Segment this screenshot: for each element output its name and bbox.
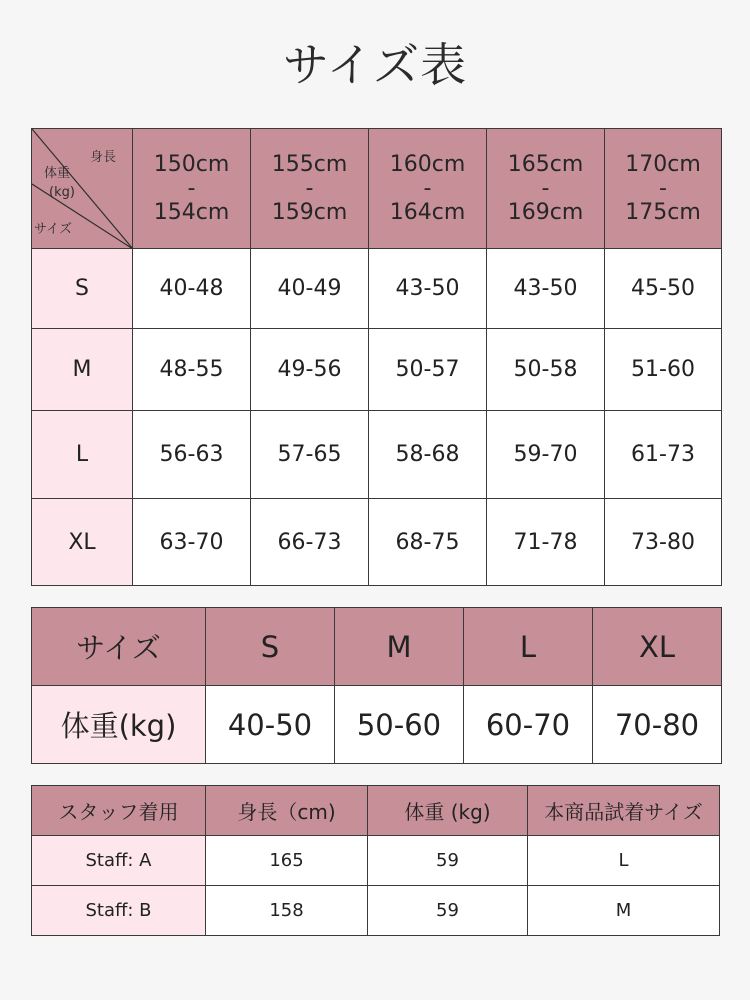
height-range-header xyxy=(605,129,722,249)
weight-range-cell: 57-65 xyxy=(251,411,369,499)
weight-value-cell: 60-70 xyxy=(464,686,593,764)
height-to: 169cm xyxy=(507,199,584,225)
weight-range-cell: 48-55 xyxy=(133,329,251,411)
weight-value-cell: 40-50 xyxy=(206,686,335,764)
corner-weight-label: 体重 xyxy=(44,166,71,181)
weight-range-cell: 50-57 xyxy=(369,329,487,411)
weight-range-cell: 40-49 xyxy=(251,249,369,329)
height-sep: - xyxy=(305,175,314,201)
staff-size-cell: L xyxy=(528,836,720,886)
weight-range-cell: 43-50 xyxy=(487,249,605,329)
height-range-header xyxy=(133,129,251,249)
weight-range-cell: 71-78 xyxy=(487,499,605,586)
table-row xyxy=(32,249,722,329)
height-sep: - xyxy=(423,175,432,201)
height-from: 160cm xyxy=(389,151,466,177)
height-sep: - xyxy=(187,175,196,201)
weight-range-cell: 51-60 xyxy=(605,329,722,411)
weight-range-cell: 66-73 xyxy=(251,499,369,586)
table-row xyxy=(32,836,720,886)
staff-table xyxy=(31,785,720,936)
staff-height-cell: 165 xyxy=(206,836,368,886)
corner-height-label: 身長 xyxy=(90,150,117,165)
weight-range-cell: 45-50 xyxy=(605,249,722,329)
height-to: 154cm xyxy=(153,199,230,225)
size-header-cell: サイズ xyxy=(32,608,206,686)
staff-weight-cell: 59 xyxy=(368,886,528,936)
size-header-cell: S xyxy=(206,608,335,686)
height-sep: - xyxy=(541,175,550,201)
height-from: 165cm xyxy=(507,151,584,177)
height-to: 159cm xyxy=(271,199,348,225)
height-header-cell: 身長（cm) xyxy=(206,786,368,836)
table-row xyxy=(32,499,722,586)
height-from: 150cm xyxy=(153,151,230,177)
table-row xyxy=(32,329,722,411)
weight-header-cell: 体重 (kg) xyxy=(368,786,528,836)
height-to: 175cm xyxy=(625,199,701,225)
weight-range-cell: 43-50 xyxy=(369,249,487,329)
table-row xyxy=(32,686,722,764)
size-label-cell: XL xyxy=(32,499,133,586)
weight-value-cell: 50-60 xyxy=(335,686,464,764)
weight-range-cell: 68-75 xyxy=(369,499,487,586)
height-range-header xyxy=(369,129,487,249)
weight-range-cell: 59-70 xyxy=(487,411,605,499)
staff-header-cell: スタッフ着用 xyxy=(32,786,206,836)
weight-range-cell: 58-68 xyxy=(369,411,487,499)
size-chart-table xyxy=(31,128,722,586)
height-from: 155cm xyxy=(271,151,348,177)
size-label-cell: M xyxy=(32,329,133,411)
height-range-header xyxy=(487,129,605,249)
weight-value-cell: 70-80 xyxy=(593,686,722,764)
tried-size-header-cell: 本商品試着サイズ xyxy=(528,786,720,836)
corner-weight-unit: (kg) xyxy=(49,185,75,200)
height-sep: - xyxy=(659,175,667,201)
weight-range-cell: 61-73 xyxy=(605,411,722,499)
weight-range-cell: 73-80 xyxy=(605,499,722,586)
corner-header-cell xyxy=(32,129,133,249)
size-header-cell: XL xyxy=(593,608,722,686)
size-header-cell: L xyxy=(464,608,593,686)
weight-range-cell: 63-70 xyxy=(133,499,251,586)
size-label-cell: L xyxy=(32,411,133,499)
height-range-header xyxy=(251,129,369,249)
weight-range-cell: 40-48 xyxy=(133,249,251,329)
page-title: サイズ表 xyxy=(282,38,468,92)
staff-name-cell: Staff: A xyxy=(32,836,206,886)
size-header-cell: M xyxy=(335,608,464,686)
weight-header-cell: 体重(kg) xyxy=(32,686,206,764)
size-label-cell: S xyxy=(32,249,133,329)
staff-size-cell: M xyxy=(528,886,720,936)
staff-name-cell: Staff: B xyxy=(32,886,206,936)
corner-size-label: サイズ xyxy=(34,222,72,237)
staff-height-cell: 158 xyxy=(206,886,368,936)
staff-weight-cell: 59 xyxy=(368,836,528,886)
table-row xyxy=(32,411,722,499)
weight-table xyxy=(31,607,722,764)
weight-range-cell: 50-58 xyxy=(487,329,605,411)
table-row xyxy=(32,886,720,936)
weight-range-cell: 56-63 xyxy=(133,411,251,499)
weight-range-cell: 49-56 xyxy=(251,329,369,411)
height-to: 164cm xyxy=(389,199,466,225)
height-from: 170cm xyxy=(625,151,701,177)
